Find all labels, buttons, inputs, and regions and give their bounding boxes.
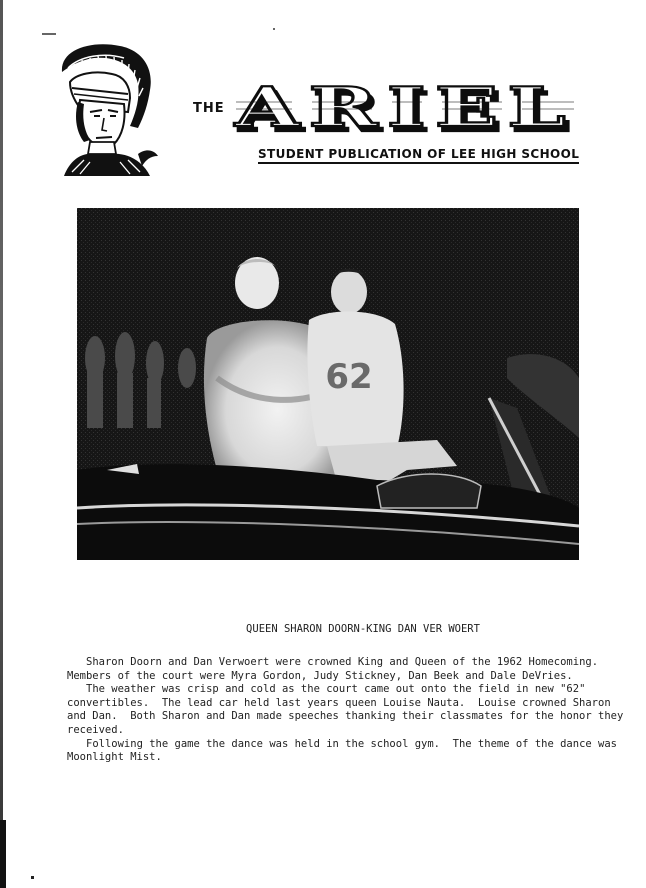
- ariel-wordmark: [222, 82, 588, 138]
- scan-dot: [273, 28, 275, 30]
- trojan-mascot-logo: [50, 42, 160, 177]
- article-paragraph: The weather was crisp and cold as the court came out onto the field in new "62" convertibles. The lead car held last years queen Louise Nauta. Louise crowned Sharon and Dan. Both Sharon and Dan made speeches thanking their classmates for the honor they received.: [67, 683, 630, 736]
- photo-caption: QUEEN SHARON DOORN-KING DAN VER WOERT: [246, 623, 480, 635]
- page-scan-edge: [0, 0, 3, 888]
- article-paragraph: Sharon Doorn and Dan Verwoert were crowned King and Queen of the 1962 Homecoming. Members of the court were Myra Gordon, Judy Stickney, Dan Beek and Dale DeVries.: [67, 656, 605, 682]
- masthead-subtitle: STUDENT PUBLICATION OF LEE HIGH SCHOOL: [258, 147, 579, 164]
- ariel-title-text: ARIEL: [233, 82, 575, 138]
- jersey-number: 62: [325, 357, 373, 397]
- article-paragraph: Following the game the dance was held in the school gym. The theme of the dance was Moonlight Mist.: [67, 737, 624, 764]
- homecoming-photo: [77, 208, 579, 560]
- scan-mark: [42, 33, 56, 35]
- scan-dot: [31, 876, 34, 879]
- article-body: [67, 656, 630, 765]
- page-scan-shadow: [0, 820, 6, 888]
- masthead-the-label: THE: [193, 101, 225, 116]
